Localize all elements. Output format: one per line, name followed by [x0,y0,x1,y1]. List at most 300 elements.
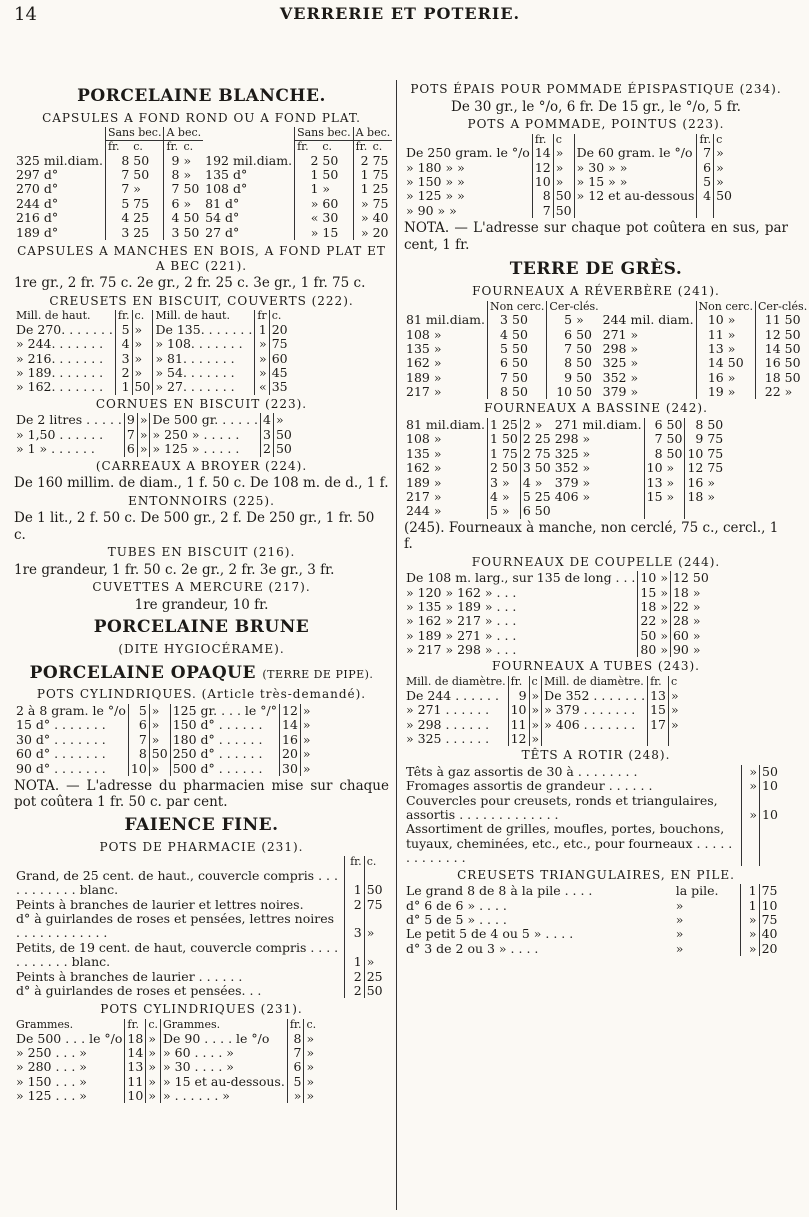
table-cell: 9 [547,371,574,385]
table-cell: 40 [372,210,389,226]
table-cell: 7 [164,182,182,196]
table-cell: 75 [759,913,788,927]
fourneaux-rev-table [404,301,809,400]
table-cell: 325 » [554,445,591,461]
subsection-title: CUVETTES A MERCURE (217). [92,580,311,595]
table-cell: 75 [707,460,724,476]
table-cell: 180 d° . . . . . . [170,733,279,747]
subsection-title: FOURNEAUX A BASSINE (242). [484,401,708,416]
table-cell [685,504,705,518]
table-cell: 50 [576,326,592,342]
table-cell: 50 [784,340,801,356]
list-item [404,765,788,779]
table-cell: 10 [638,571,658,585]
table-cell: 16 [685,476,705,490]
item-fr [742,822,760,865]
table-cell: » 1,50 . . . . . . [16,426,104,442]
table-cell: » . . . . . . » [161,1089,288,1103]
table-cell: De 500 . . . le °/o [16,1030,123,1046]
price-line: 1re grandeur, 1 fr. 50 c. 2e gr., 2 fr. 3e gr., 3 fr. [14,561,335,578]
table-cell: » [692,642,701,658]
table-cell: 18 [685,490,705,504]
table-cell: 8 [164,168,182,182]
table-cell: » 125 » . . . . . [150,442,261,456]
table-cell: 50 [512,340,528,356]
table-cell: 15 [644,490,664,504]
table-cell: d° 5 de 5 » . . . . [406,911,507,927]
table-cell: 50 [133,167,150,183]
table-cell: » [353,211,371,225]
table-cell: 406 » [554,488,591,504]
table-row [14,413,294,427]
item-c: 25 [364,970,389,984]
table-cell: 12 [280,704,301,718]
table-cell: 1 [353,168,371,182]
table-cell: d° 3 de 2 ou 3 » . . . . [406,940,539,956]
table-cell: » 180 » » [406,159,465,175]
table-cell: 162 » [406,460,442,476]
left-column [14,80,389,1103]
table-cell: 270 d° [16,181,59,197]
table-cell: 81 d° [205,195,240,211]
item-c: 50 [364,984,389,998]
table-cell: 50 [512,355,528,371]
table-cell: » [727,384,736,400]
subsection-title: POTS CYLINDRIQUES. (Article très-demandé). [36,687,367,702]
table-cell: » [137,428,150,442]
table-cell: 5 [115,323,132,337]
table-cell: » [501,474,510,490]
table-cell: 6 [547,328,574,342]
table-cell: » 81. . . . . . . [153,352,255,366]
subsection-title: POTS DE PHARMACIE (231). [99,839,304,854]
table-cell: » [727,312,736,328]
table-cell: 75 [269,337,289,351]
table-cell: » 30 . . . . » [161,1060,288,1074]
table-cell: » [692,627,701,643]
table-cell: » [132,352,153,366]
table-cell: 50 [692,570,709,586]
table-cell: » [304,1075,318,1089]
item-text: Fromages assortis de grandeur . . . . . . [406,778,653,794]
table-cell: 297 d° [16,167,59,183]
table-cell: » 325 . . . . . . [406,730,490,746]
table-cell: 500 d° . . . . . . [170,762,279,776]
table-cell: 4 [487,328,510,342]
table-cell: 352 » [554,460,591,476]
table-cell: » [183,152,192,168]
table-row [14,168,392,182]
table-cell: 298 » [602,340,639,356]
table-cell: 3 [105,226,131,240]
table-cell: » [501,503,510,519]
column-header: fr. [115,310,132,323]
table-cell: 12 [670,571,690,585]
section-title: FAIENCE FINE. [124,814,279,835]
creusets-table [14,310,290,395]
table-cell: 50 [714,189,734,203]
table-cell: » 216. . . . . . . [16,350,104,366]
table-cell: 12 [532,161,553,175]
table-cell: » 280 . . . » [16,1059,87,1075]
unit-label: c [714,134,734,147]
unit-label: c. [131,141,164,154]
table-cell: De 270. . . . . . . [16,321,113,337]
table-cell: 22 [755,385,782,399]
table-cell: 10 [547,385,574,399]
table-cell: 16 [755,356,782,370]
table-cell: 150 d° . . . . . . [170,718,279,732]
table-cell: » 250 » . . . . . [150,428,261,442]
table-cell: 25 [501,417,518,433]
table-cell: 20 [372,224,389,240]
table-cell: 271 mil.diam. [554,417,642,433]
table-cell: » [784,384,793,400]
column-divider [396,80,397,1210]
table-row [14,733,313,747]
table-cell: » [295,197,321,211]
table-cell: » 90 » » [406,202,457,218]
price-line: De 30 gr., le °/o, 6 fr. De 15 gr., le °/o, 5 fr. [451,98,741,115]
table-cell: » [137,413,150,427]
table-cell: 50 [727,355,744,371]
table-cell: 10 [685,447,705,461]
table-cell: De 135. . . . . . . [153,323,255,337]
table-cell: 2 [115,366,132,380]
table-cell: De 244 . . . . . . [406,687,499,703]
table-cell: 50 [183,224,200,240]
table-row [14,352,290,366]
table-cell: 7 [644,432,664,446]
table-cell: » 150 » » [406,174,465,190]
table-cell: 11 [696,328,726,342]
table-cell: 108 d° [205,181,248,197]
table-cell: 81 mil.diam. [406,312,485,328]
table-cell: 75 [707,431,724,447]
table-cell: » [149,704,170,718]
table-cell: 8 [547,356,574,370]
table-row [404,313,809,327]
table-cell: 135 » [406,445,442,461]
table-cell: » 12 et au-dessous [574,189,697,203]
item-text: Peints à branches de laurier et lettres noires. [16,896,304,912]
item-c: 10 [760,779,788,793]
column-header: c. [132,310,153,323]
table-cell: » [660,584,668,600]
item-fr: 2 [344,984,364,998]
subsection-title: TUBES EN BISCUIT (216). [107,545,296,560]
table-cell: 6 [520,504,532,518]
table-cell: 14 [280,718,301,732]
list-item [404,822,788,865]
table-cell: » [660,627,668,643]
table-cell: 108 » [406,431,442,447]
unit-label: fr. [532,134,553,147]
table-cell: 81 mil.diam. [406,417,485,433]
table-cell: 54 d° [205,210,240,226]
table-cell: » 162. . . . . . . [16,379,104,395]
table-row [14,197,392,211]
subsection-title: (CARREAUX A BROYER (224). [95,458,308,473]
table-cell: 7 [697,146,714,160]
subsection-title: POTS CYLINDRIQUES (231). [100,1002,303,1017]
table-cell: 4 [487,490,499,504]
subsection-title: POTS A POMMADE, POINTUS (223). [467,117,725,132]
table-cell: 5 [697,175,714,189]
item-fr: 2 [344,898,364,912]
item-fr: » [742,779,760,793]
table-cell: » [666,460,675,476]
table-row [14,211,392,225]
table-cell: 379 » [554,474,591,490]
page-header [0,0,800,40]
table-row [14,1046,318,1060]
unit-label: fr. [164,141,182,154]
table-cell: » [675,911,684,927]
table-cell: 3 [261,428,274,442]
table-cell: 14 [125,1046,146,1060]
table-cell: » [146,1075,161,1089]
table-cell: 50 [133,152,150,168]
table-cell: 189 d° [16,224,59,240]
table-cell: 135 » [406,340,442,356]
unit-label: fr. [697,134,714,147]
subsection-title: CREUSETS EN BISCUIT, COUVERTS (222). [49,293,354,308]
table-cell: » 30 » » [574,161,697,175]
table-cell: » 250 . . . » [16,1044,87,1060]
table-cell: 50 [666,445,683,461]
table-row [14,1089,318,1103]
table-row [14,428,294,442]
table-row [404,432,725,446]
table-cell: 192 mil.diam. [205,152,293,168]
table-cell: » [149,718,170,732]
table-cell: 90 [670,643,690,657]
unit-label: fr. [353,141,371,154]
table-cell: 16 [696,371,726,385]
item-text: d° à guirlandes de roses et pensées, lettres noires . . . . . . . . . . . . [16,911,335,941]
table-cell: » [146,1060,161,1074]
table-cell: » [300,733,312,747]
table-cell: » 379 . . . . . . . [542,703,648,717]
table-cell: 50 [132,380,153,394]
table-cell: 6 [128,718,149,732]
table-cell: 217 » [406,488,442,504]
table-cell: 11 [125,1075,146,1089]
table-cell: » [714,161,734,175]
table-cell: 18 [125,1032,146,1046]
table-cell: » [300,747,312,761]
table-cell: 22 [638,614,658,628]
table-cell: 6 [164,197,182,211]
table-cell [648,732,669,746]
table-cell: 6 [487,356,510,370]
table-cell: De 2 litres . . . . . [16,412,122,428]
table-cell: » [675,926,684,942]
table-row [404,461,725,475]
section-title: PORCELAINE BLANCHE. [77,86,326,106]
item-text: Assortiment de grilles, moufles, portes, bouchons, tuyaux, cheminées, etc., etc., pour fourneaux . . . . . . . . . . . . . [406,821,733,866]
table-cell: » 298 . . . . . . [406,716,490,732]
column-header: c [529,676,542,689]
table-cell: » [727,369,736,385]
section-title-text: PORCELAINE BRUNE [93,617,310,638]
table-cell: 8 [532,189,553,203]
table-cell: » [304,1046,318,1060]
capsules-table [14,127,392,240]
column-header: fr [255,310,269,323]
table-cell: De 108 m. larg., sur 135 de long . . . [406,570,636,586]
table-cell: 4 [261,413,274,427]
column-header: fr. [648,676,669,689]
table-cell: » [714,175,734,189]
table-cell [542,732,648,746]
table-cell: 25 [372,181,389,197]
table-row [14,366,290,380]
cornues-table [14,413,294,456]
table-cell: 50 [512,312,528,328]
table-row [14,380,290,394]
subsection-title: CAPSULES A MANCHES EN BOIS, A FOND PLAT ET A BEC (221). [17,243,386,273]
table-cell: 14 [532,146,553,160]
table-cell: De 352 . . . . . . . [542,689,648,703]
table-cell: 50 [576,384,592,400]
unit-label: c [553,134,574,147]
table-cell: 2 à 8 gram. le °/o [16,703,126,719]
table-cell: » [132,323,153,337]
column-header: Grammes. [16,1017,74,1031]
item-c [760,822,788,865]
table-cell: 50 [322,152,339,168]
table-cell: 75 [501,445,518,461]
table-cell: 15 d° . . . . . . . [16,717,106,733]
table-cell: 35 [269,380,289,394]
table-cell: » [727,340,736,356]
running-title: VERRERIE ET POTERIE. [279,4,521,23]
pots-cyl2-table [14,1019,318,1104]
list-item [14,869,389,898]
list-item [404,794,788,823]
creusets-tri-table [404,884,788,956]
table-row [404,586,711,600]
table-cell: » [675,940,684,956]
table-cell: 189 » [406,369,442,385]
item-c: » [364,912,389,941]
table-cell: » [353,197,371,211]
item-text: Petits, de 19 cent. de haut, couvercle compris . . . . . . . . . . . blanc. [16,939,339,970]
item-c: 50 [760,765,788,779]
list-item [404,779,788,793]
table-cell: 244 mil. diam. [602,312,694,328]
nota: NOTA. — L'adresse du pharmacien mise sur chaque pot coûtera 1 fr. 50 c. par cent. [14,777,389,811]
table-cell [714,204,734,218]
table-cell: 22 [670,600,690,614]
table-cell: 20 [759,942,788,956]
table-cell: 3 [115,352,132,366]
table-cell: » [741,927,759,941]
table-cell: 6 [644,418,664,432]
nota: NOTA. — L'adresse sur chaque pot coûtera en sus, par cent, 1 fr. [404,220,788,253]
table-cell: 50 [784,369,801,385]
table-cell: 50 [666,417,683,433]
table-cell: 50 [576,355,592,371]
table-cell: 9 [685,432,705,446]
table-row [14,226,392,240]
table-cell: 1 [487,432,499,446]
table-row [14,442,294,456]
table-cell: 75 [707,445,724,461]
table-cell: » 135 » 189 » . . . [406,598,517,614]
table-row [404,718,681,732]
column-header: A bec. [353,127,392,140]
subsection-title: TÊTS A ROTIR (248). [521,748,671,763]
table-cell: 50 [512,384,528,400]
table-cell: 25 [534,431,551,447]
table-cell: 8 [487,385,510,399]
table-cell: 10 [759,899,788,913]
table-cell: » [304,1060,318,1074]
table-cell: » [300,704,312,718]
coupelle-table [404,571,711,657]
table-cell: » 1 » . . . . . . [16,441,95,457]
table-cell: » 271 . . . . . . [406,702,490,718]
table-row [404,189,734,203]
table-cell: » [668,718,680,732]
table-cell: 50 [183,181,200,197]
item-fr: 1 [344,941,364,970]
table-cell: 6 [124,442,137,456]
table-row [14,337,290,351]
table-cell: 50 [576,340,592,356]
table-cell: 12 [755,328,782,342]
table-cell: 50 [576,369,592,385]
item-c: 75 [364,898,389,912]
table-cell: » [668,689,680,703]
table-cell: 7 [287,1046,304,1060]
column-header: c [668,676,680,689]
table-cell: 4 [105,211,131,225]
table-cell: 80 [638,643,658,657]
subsection-title: FOURNEAUX A RÉVERBÈRE (241). [472,283,720,298]
table-cell: » [132,366,153,380]
table-cell: 3 [520,461,532,475]
unit-label: c. [371,141,393,154]
table-cell: 7 [105,182,131,196]
unit-label: fr. [105,141,131,154]
table-row [14,1075,318,1089]
table-cell: 75 [133,195,150,211]
table-cell: 7 [124,428,137,442]
section-subtitle: (TERRE DE PIPE). [262,667,374,681]
table-cell: » [149,733,170,747]
table-cell: 9 [124,413,137,427]
unit-label: fr. [344,856,364,869]
table-cell: » [692,598,701,614]
table-row [404,643,711,657]
subsection-title: FOURNEAUX DE COUPELLE (244). [471,554,721,569]
table-row [404,204,734,218]
table-cell: 6 [697,161,714,175]
table-cell: 7 [487,371,510,385]
table-cell: » [675,897,684,913]
table-cell: 298 » [554,431,591,447]
table-cell: 217 » [406,384,442,400]
table-cell: 50 [534,460,551,476]
table-cell: » [692,613,701,629]
table-cell: » [714,146,734,160]
column-header: Mill. de haut. [153,310,255,323]
table-row [404,447,725,461]
